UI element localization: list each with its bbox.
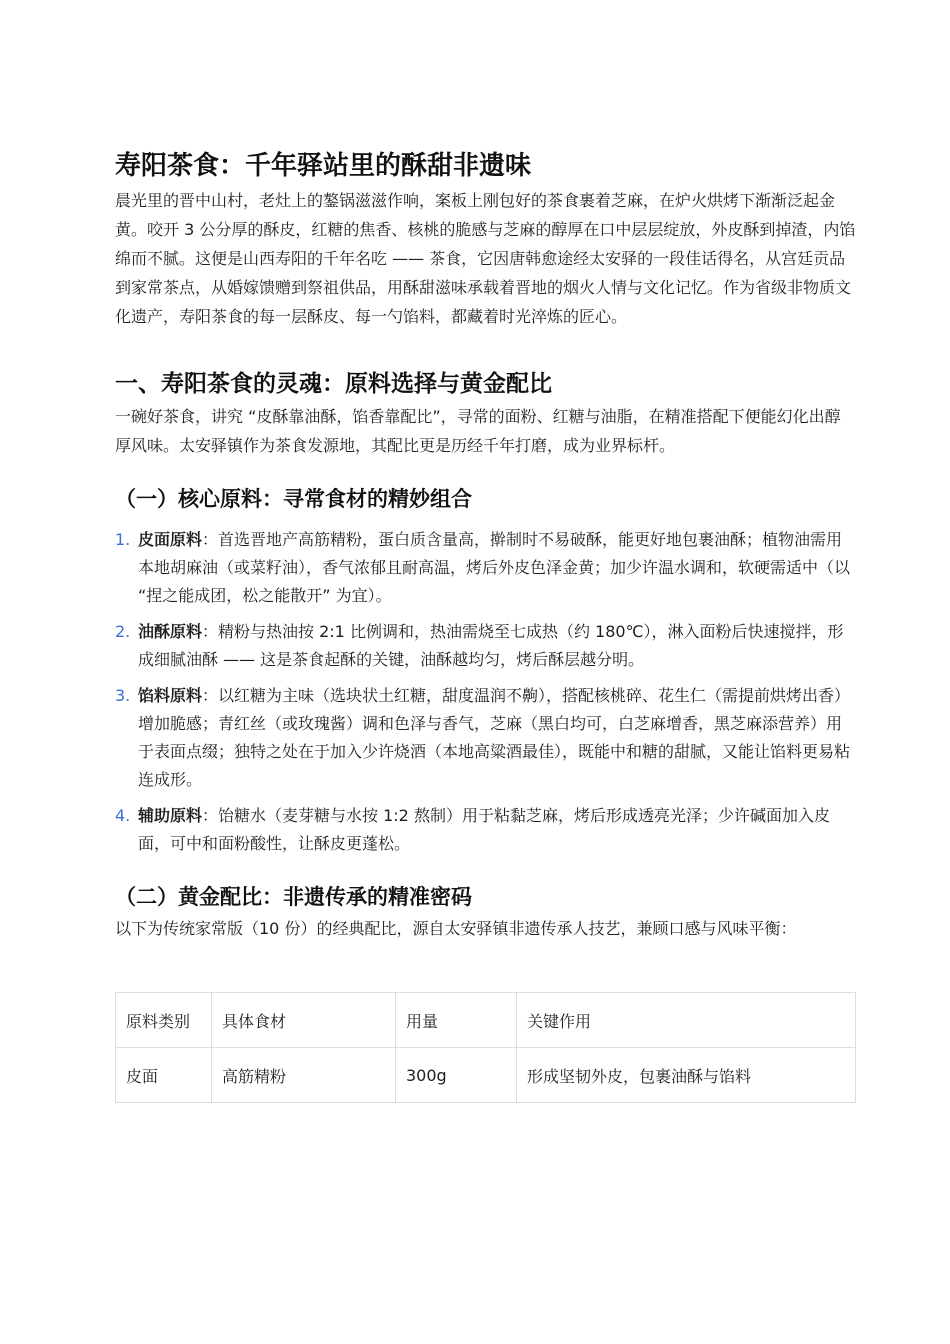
list-item [115, 526, 856, 610]
table-row [116, 1048, 856, 1103]
table-cell: 形成坚韧外皮，包裹油酥与馅料 [517, 1048, 856, 1103]
table-header-cell: 原料类别 [116, 993, 212, 1048]
table-header-row [116, 993, 856, 1048]
document-title: 寿阳茶食：千年驿站里的酥甜非遗味 [115, 151, 532, 181]
ratio-intro-paragraph: 以下为传统家常版（10 份）的经典配比，源自太安驿镇非遗传承人技艺，兼顾口感与风味平衡： [115, 919, 797, 938]
list-number: 1. [115, 530, 131, 549]
table-cell: 高筋精粉 [212, 1048, 396, 1103]
ingredient-list [115, 526, 856, 858]
list-term: 皮面原料 [138, 530, 203, 549]
list-text: ：以红糖为主味（选块状土红糖，甜度温润不齁），搭配核桃碎、花生仁（需提前烘烤出香）增加脆感；青红丝（或玫瑰酱）调和色泽与香气，芝麻（黑白均可，白芝麻增香，黑芝麻添营养）用于表面点缀；独特之处在于加入少许烧酒（本地高粱酒最佳），既能中和糖的甜腻，又能让馅料更易粘连成形。 [138, 686, 851, 789]
list-text: ：首选晋地产高筋精粉，蛋白质含量高，擀制时不易破酥，能更好地包裹油酥；植物油需用本地胡麻油（或菜籽油），香气浓郁且耐高温，烤后外皮色泽金黄；加少许温水调和，软硬需适中（以 “捏之能成团，松之能散开” 为宜）。 [138, 530, 851, 605]
list-text: ：饴糖水（麦芽糖与水按 1:2 熬制）用于粘黏芝麻，烤后形成透亮光泽；少许碱面加入皮面，可中和面粉酸性，让酥皮更蓬松。 [138, 806, 830, 853]
subsection-heading-golden-ratio: （二）黄金配比：非遗传承的精准密码 [115, 885, 472, 909]
table-cell: 皮面 [116, 1048, 212, 1103]
table-header-cell: 用量 [396, 993, 517, 1048]
section-heading-1: 一、寿阳茶食的灵魂：原料选择与黄金配比 [115, 371, 552, 397]
list-text: ：精粉与热油按 2:1 比例调和，热油需烧至七成热（约 180℃），淋入面粉后快速搅拌，形成细腻油酥 —— 这是茶食起酥的关键，油酥越均匀，烤后酥层越分明。 [138, 622, 844, 669]
ratio-table [115, 992, 856, 1103]
list-term: 油酥原料 [138, 622, 203, 641]
section-1-intro: 一碗好茶食，讲究 “皮酥靠油酥，馅香靠配比”，寻常的面粉、红糖与油脂，在精准搭配下便能幻化出醇厚风味。太安驿镇作为茶食发源地，其配比更是历经千年打磨，成为业界标杆。 [115, 407, 841, 455]
list-item [115, 802, 856, 858]
list-term: 辅助原料 [138, 806, 203, 825]
table-header-cell: 关键作用 [517, 993, 856, 1048]
table-cell: 300g [396, 1048, 517, 1103]
list-number: 2. [115, 622, 131, 641]
intro-paragraph: 晨光里的晋中山村，老灶上的鏊锅滋滋作响，案板上刚包好的茶食裹着芝麻，在炉火烘烤下渐渐泛起金黄。咬开 3 公分厚的酥皮，红糖的焦香、核桃的脆感与芝麻的醇厚在口中层层绽放，外皮酥到掉渣，内馅绵而不腻。这便是山西寿阳的千年名吃 —— 茶食，它因唐韩愈途经太安驿的一段佳话得名，从宫廷贡品到家常茶点，从婚嫁馈赠到祭祖供品，用酥甜滋味承载着晋地的烟火人情与文化记忆。作为省级非物质文化遗产，寿阳茶食的每一层酥皮、每一勺馅料，都藏着时光淬炼的匠心。 [115, 191, 856, 326]
document-page [115, 146, 856, 1103]
list-item [115, 682, 856, 794]
list-number: 3. [115, 686, 131, 705]
table-header-cell: 具体食材 [212, 993, 396, 1048]
subsection-heading-core-ingredients: （一）核心原料：寻常食材的精妙组合 [115, 487, 472, 511]
list-number: 4. [115, 806, 131, 825]
list-term: 馅料原料 [138, 686, 203, 705]
list-item [115, 618, 856, 674]
